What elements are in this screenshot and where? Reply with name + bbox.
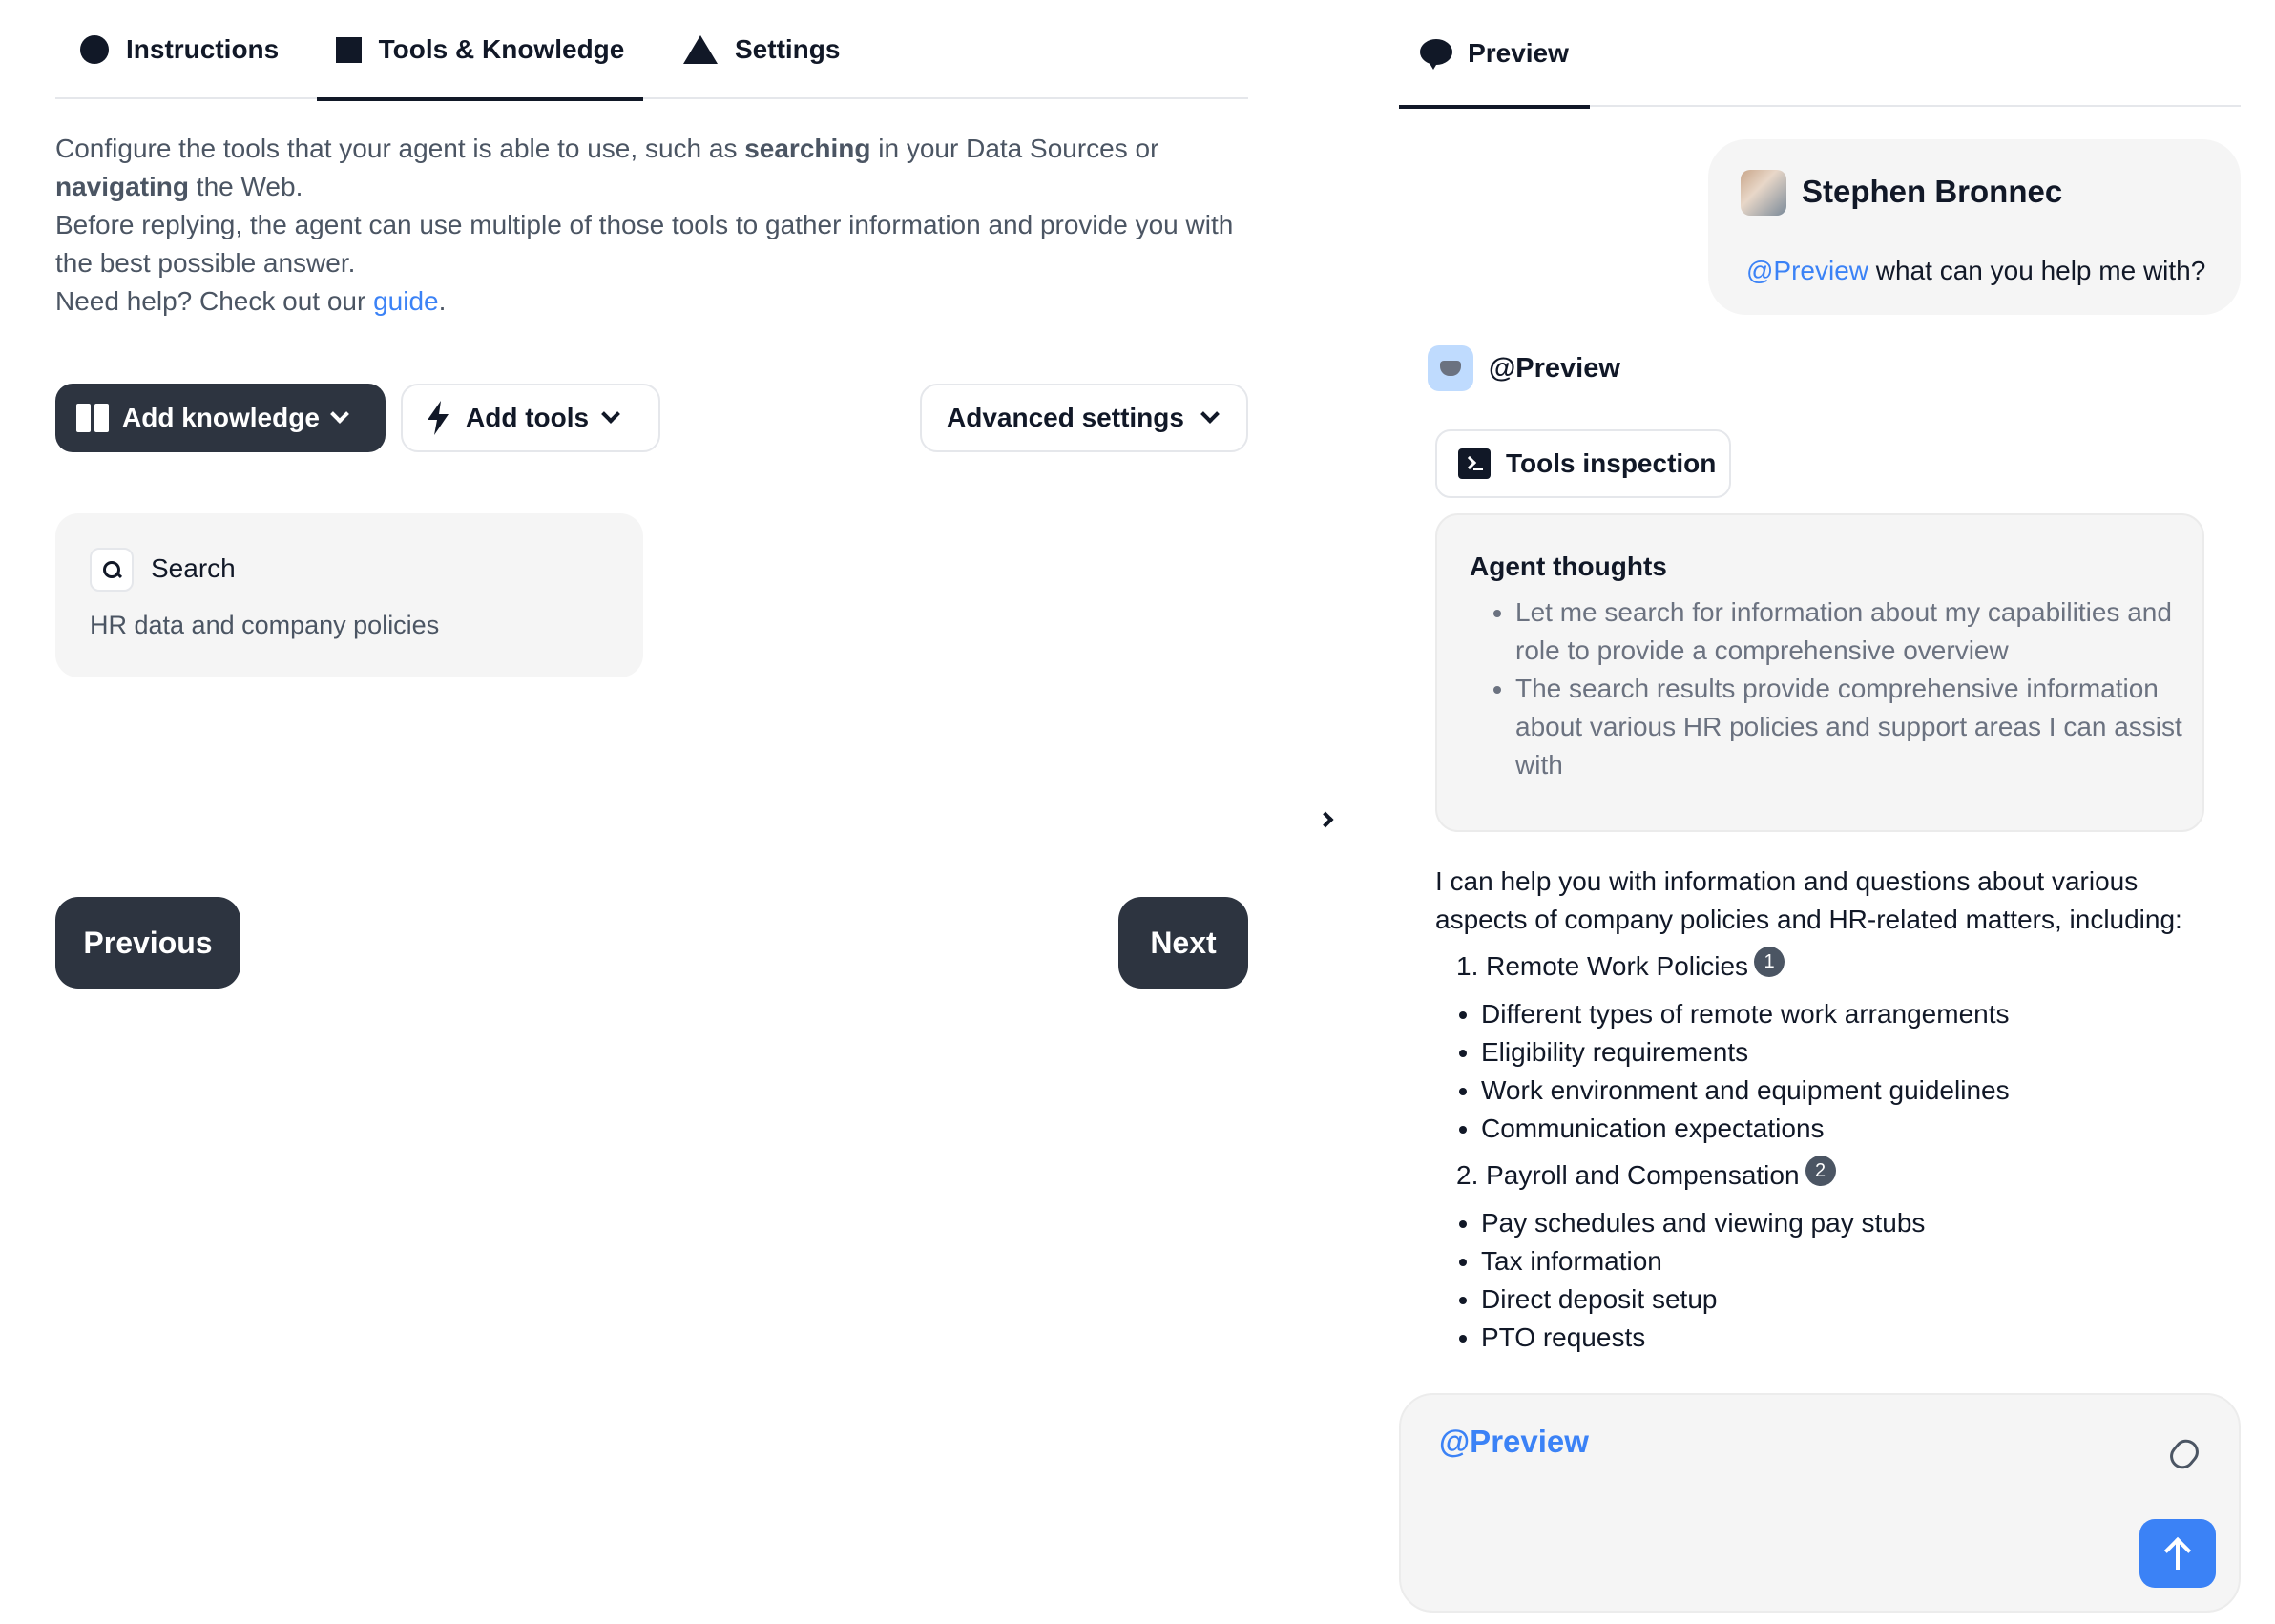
list-item: • Work environment and equipment guidelines <box>1481 1072 2218 1110</box>
guide-link[interactable]: guide <box>373 286 439 316</box>
answer-section-heading <box>1435 947 2218 986</box>
circle-icon <box>80 35 109 64</box>
agent-thoughts-title: Agent thoughts <box>1470 552 1667 581</box>
preview-tabs <box>1399 0 2241 107</box>
square-icon <box>336 37 362 63</box>
search-tool-card[interactable] <box>55 513 643 677</box>
section-label: 1. Remote Work Policies <box>1456 951 1749 981</box>
preview-panel <box>1399 0 2241 1624</box>
add-knowledge-label: Add knowledge <box>122 403 320 432</box>
list-item: • Pay schedules and viewing pay stubs <box>1481 1204 2218 1242</box>
section-label: 2. Payroll and Compensation <box>1456 1160 1800 1190</box>
advanced-settings-label: Advanced settings <box>947 403 1184 432</box>
agent-name: @Preview <box>1489 352 1620 384</box>
triangle-icon <box>683 35 718 64</box>
chevron-down-icon <box>1200 405 1220 424</box>
tool-card-title: Search <box>151 553 236 583</box>
book-open-icon <box>76 404 109 432</box>
bolt-icon <box>426 401 450 435</box>
send-button[interactable] <box>2139 1519 2216 1588</box>
add-tools-button[interactable] <box>401 384 660 452</box>
message-body: what can you help me with? <box>1868 256 2206 285</box>
description-line-2 <box>55 168 1248 206</box>
list-item: • PTO requests <box>1481 1319 2218 1357</box>
tools-inspection-button[interactable] <box>1435 429 1731 498</box>
message-composer[interactable] <box>1399 1393 2241 1613</box>
list-item: • Let me search for information about my capabilities and role to provide a comprehensive overview <box>1515 593 2193 670</box>
tab-settings-label: Settings <box>735 34 841 64</box>
search-icon <box>90 548 134 592</box>
chevron-down-icon <box>601 405 620 424</box>
list-item: • Communication expectations <box>1481 1110 2218 1148</box>
user-message-text <box>1746 256 2205 286</box>
description-line-3: Before replying, the agent can use multiple of those tools to gather information and provide you with the best possible answer. <box>55 210 1234 278</box>
tab-tools-knowledge[interactable] <box>317 0 643 99</box>
agent-header <box>1428 345 1620 391</box>
agent-thoughts <box>1435 513 2204 832</box>
agent-answer <box>1435 863 2218 1378</box>
composer-input[interactable]: @Preview <box>1439 1424 1589 1459</box>
tab-preview-label: Preview <box>1468 38 1569 68</box>
tools-inspection-label: Tools inspection <box>1506 448 1717 478</box>
tab-instructions-label: Instructions <box>126 34 280 64</box>
list-item: • Direct deposit setup <box>1481 1280 2218 1319</box>
thoughts-list <box>1515 593 2193 784</box>
agent-avatar <box>1428 345 1473 391</box>
list-item: • Eligibility requirements <box>1481 1033 2218 1072</box>
description-bold-searching: searching <box>744 134 871 163</box>
description-line-1 <box>55 130 1248 168</box>
add-knowledge-button[interactable] <box>55 384 386 452</box>
collapse-panel-button[interactable] <box>1309 803 1342 836</box>
tab-settings[interactable] <box>683 0 840 99</box>
tab-preview[interactable] <box>1399 0 1590 107</box>
citation-badge[interactable]: 1 <box>1754 947 1785 977</box>
builder-tabs <box>55 0 1248 99</box>
chat-bubble-icon <box>1420 39 1452 68</box>
user-message <box>1708 139 2241 315</box>
description-text: in your Data Sources or <box>870 134 1159 163</box>
answer-bullet-list <box>1435 1204 2218 1357</box>
arrow-up-icon <box>2163 1537 2192 1570</box>
chevron-right-icon <box>1318 812 1334 828</box>
list-item: • Different types of remote work arrangements <box>1481 995 2218 1033</box>
tool-card-subtitle: HR data and company policies <box>90 611 440 639</box>
paperclip-icon[interactable] <box>2165 1434 2203 1473</box>
list-item: • Tax information <box>1481 1242 2218 1280</box>
next-button[interactable]: Next <box>1118 897 1248 989</box>
help-line <box>55 282 1248 321</box>
user-name: Stephen Bronnec <box>1802 174 2063 209</box>
chevron-down-icon <box>330 405 349 424</box>
tab-instructions[interactable] <box>80 0 279 99</box>
answer-intro: I can help you with information and questions about various aspects of company policies and HR-related matters, including: <box>1435 866 2182 934</box>
agent-mention[interactable]: @Preview <box>1746 256 1869 285</box>
terminal-icon <box>1458 448 1491 479</box>
description-text: Configure the tools that your agent is able to use, such as <box>55 134 745 163</box>
help-text: Need help? Check out our <box>55 286 374 316</box>
citation-badge[interactable]: 2 <box>1805 1156 1836 1186</box>
builder-panel <box>55 0 1248 1624</box>
description-text: the Web. <box>189 172 303 201</box>
list-item: • The search results provide comprehensive information about various HR policies and support areas I can assist with <box>1515 670 2193 784</box>
add-tools-label: Add tools <box>466 403 590 432</box>
answer-bullet-list <box>1435 995 2218 1148</box>
previous-button[interactable]: Previous <box>55 897 240 989</box>
advanced-settings-button[interactable] <box>920 384 1248 452</box>
answer-section-heading <box>1435 1156 2218 1195</box>
tab-tools-knowledge-label: Tools & Knowledge <box>378 34 625 64</box>
avatar <box>1741 170 1786 216</box>
description-bold-navigating: navigating <box>55 172 190 201</box>
help-text: . <box>438 286 447 316</box>
tools-description <box>55 130 1248 321</box>
